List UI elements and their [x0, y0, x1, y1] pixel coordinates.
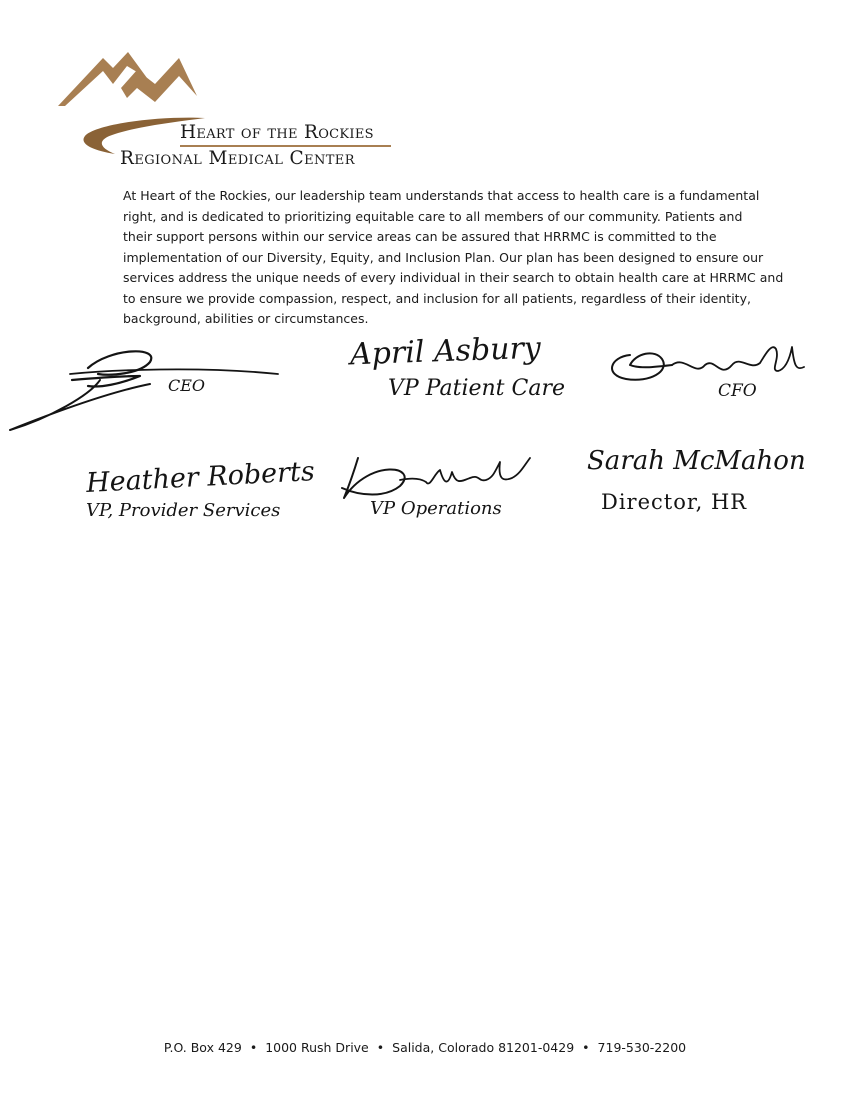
footer-separator: • [376, 1040, 385, 1055]
signature-name: Sarah McMahon [587, 446, 806, 476]
signature-title: Director, HR [601, 490, 748, 514]
handwritten-signature-icon [0, 340, 300, 440]
footer-street: 1000 Rush Drive [265, 1040, 369, 1055]
letterhead-logo [55, 44, 400, 169]
signature-title: VP, Provider Services [86, 500, 281, 521]
body-line: implementation of our Diversity, Equity, and Inclusion Plan. Our plan has been designed to ensure our [123, 249, 764, 265]
footer-separator: • [582, 1040, 590, 1055]
body-line: right, and is dedicated to prioritizing equitable care to all members of our community. Patients and [123, 208, 743, 224]
footer-separator: • [249, 1040, 258, 1055]
letterhead-rule [180, 145, 391, 147]
body-line: background, abilities or circumstances. [123, 311, 369, 326]
signature-title: CEO [168, 376, 206, 395]
footer-address [0, 1040, 850, 1055]
signature-ceo [0, 340, 300, 440]
footer-phone: 719-530-2200 [597, 1040, 687, 1055]
handwritten-signature-icon [330, 448, 550, 533]
body-line: At Heart of the Rockies, our leadership team understands that access to health care is a fundamental [123, 188, 760, 203]
signature-title: VP Patient Care [388, 376, 565, 401]
letterhead-name-line1: Heart of the Rockies [180, 122, 374, 143]
letterhead-name-line2: Regional Medical Center [120, 148, 355, 169]
signature-vp-operations [330, 448, 550, 533]
handwritten-signature-icon [600, 335, 810, 410]
footer-po-box: P.O. Box 429 [163, 1040, 242, 1055]
signature-name: Heather Roberts [85, 456, 316, 499]
body-line: their support persons within our service areas can be assured that HRRMC is committed to the [123, 229, 717, 244]
signature-title: CFO [718, 381, 757, 401]
body-line: services address the unique needs of every individual in their search to obtain health care at HRRMC and [123, 270, 784, 285]
signature-cfo [600, 335, 810, 410]
body-paragraph [123, 186, 784, 330]
signature-director-hr [585, 442, 835, 527]
signature-vp-provider-services [80, 456, 316, 530]
footer-city: Salida, Colorado 81201-0429 [392, 1040, 575, 1055]
signature-vp-patient-care [340, 330, 590, 415]
signature-title: VP Operations [370, 498, 502, 519]
body-line: to ensure we provide compassion, respect, and inclusion for all patients, regardless of their identity, [123, 290, 751, 306]
signature-name: April Asbury [349, 330, 542, 373]
